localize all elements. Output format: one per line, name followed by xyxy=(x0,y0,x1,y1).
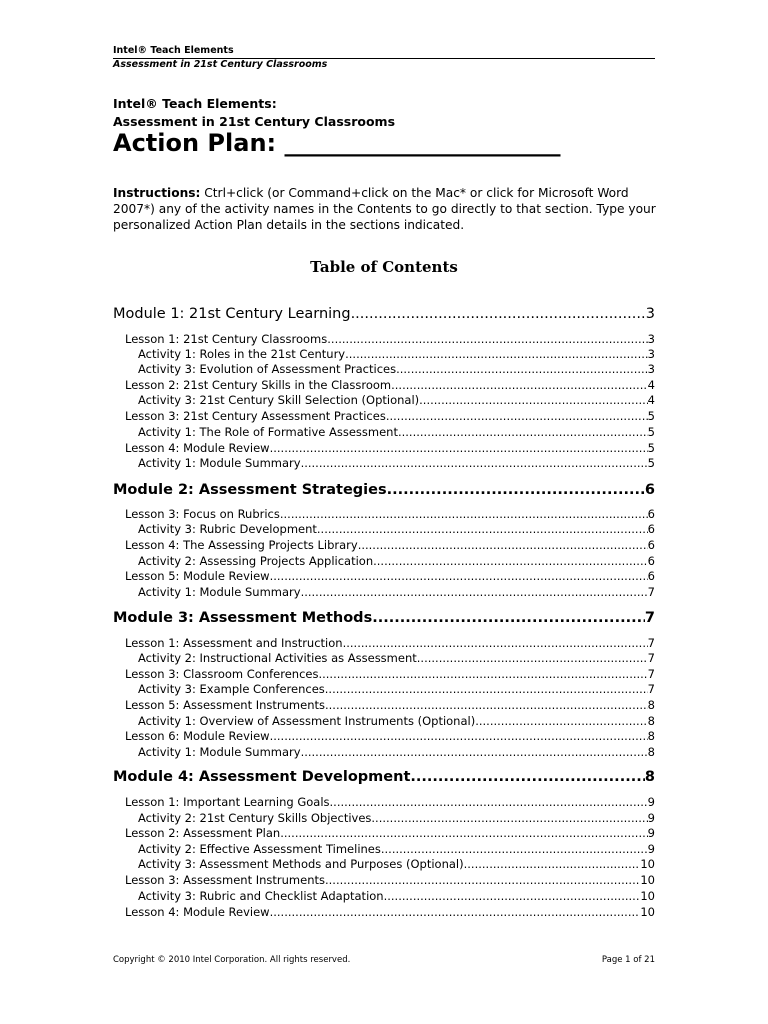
toc-dot-leader xyxy=(325,682,648,697)
toc-entry-label: Lesson 1: 21st Century Classrooms xyxy=(125,332,328,346)
toc-entry-page: 6 xyxy=(647,507,655,521)
toc-entry-page: 4 xyxy=(647,378,655,392)
toc-dot-leader xyxy=(410,768,645,786)
toc-entry-page: 6 xyxy=(644,482,655,498)
toc-entry-label: Activity 1: Module Summary xyxy=(138,456,301,470)
toc-entry-label: Lesson 5: Module Review xyxy=(125,569,270,583)
toc-dot-leader xyxy=(386,409,648,424)
toc-entry-label: Lesson 3: Assessment Instruments xyxy=(125,873,325,887)
toc-dot-leader xyxy=(301,745,648,760)
toc-entry-page: 8 xyxy=(647,698,655,712)
toc-entry-activity[interactable] xyxy=(138,745,655,760)
toc-dot-leader xyxy=(381,842,648,857)
toc-dot-leader xyxy=(270,441,648,456)
toc-entry-page: 8 xyxy=(647,745,655,759)
toc-dot-leader xyxy=(417,651,648,666)
toc-entry-page: 6 xyxy=(647,538,655,552)
toc-entry-page: 8 xyxy=(647,729,655,743)
toc-dot-leader xyxy=(398,425,648,440)
toc-entry-page: 7 xyxy=(647,651,655,665)
toc-entry-activity[interactable] xyxy=(138,811,655,826)
toc-entry-label: Lesson 4: Module Review xyxy=(125,905,270,919)
toc-entry-page: 4 xyxy=(647,393,655,407)
toc-entry-label: Lesson 3: Classroom Conferences xyxy=(125,667,319,681)
toc-entry-page: 5 xyxy=(647,456,655,470)
toc-entry-page: 3 xyxy=(647,332,655,346)
toc-dot-leader xyxy=(345,347,648,362)
toc-entry-label: Activity 2: Assessing Projects Application xyxy=(138,554,374,568)
toc-entry-page: 6 xyxy=(647,554,655,568)
toc-dot-leader xyxy=(301,585,648,600)
toc-entry-page: 6 xyxy=(647,569,655,583)
toc-entry-page: 10 xyxy=(640,905,655,919)
toc-entry-lesson[interactable] xyxy=(125,636,655,651)
toc-entry-label: Lesson 3: 21st Century Assessment Practices xyxy=(125,409,386,423)
toc-entry-label: Lesson 5: Assessment Instruments xyxy=(125,698,325,712)
toc-dot-leader xyxy=(317,522,648,537)
toc-entry-activity[interactable] xyxy=(138,522,655,537)
toc-dot-leader xyxy=(372,609,645,627)
toc-entry-page: 9 xyxy=(647,826,655,840)
toc-entry-page: 3 xyxy=(647,362,655,376)
toc-entry-activity[interactable] xyxy=(138,554,655,569)
toc-entry-label: Lesson 2: Assessment Plan xyxy=(125,826,281,840)
toc-entry-label: Activity 1: Roles in the 21st Century xyxy=(138,347,346,361)
toc-entry-activity[interactable] xyxy=(138,842,655,857)
toc-dot-leader xyxy=(280,507,648,522)
document-title-line2: Assessment in 21st Century Classrooms xyxy=(113,114,396,129)
toc-entry-label: Activity 3: Example Conferences xyxy=(138,682,325,696)
toc-entry-label: Activity 1: Module Summary xyxy=(138,585,301,599)
toc-entry-page: 9 xyxy=(647,811,655,825)
toc-dot-leader xyxy=(325,873,640,888)
toc-entry-page: 3 xyxy=(645,306,655,322)
toc-entry-lesson[interactable] xyxy=(125,507,655,522)
toc-entry-label: Module 4: Assessment Development xyxy=(113,769,411,785)
toc-entry-module[interactable] xyxy=(113,305,655,323)
instructions-paragraph xyxy=(113,185,658,233)
toc-entry-page: 10 xyxy=(640,889,655,903)
toc-entry-page: 7 xyxy=(647,585,655,599)
running-header-title: Intel® Teach Elements xyxy=(113,45,234,56)
toc-entry-label: Activity 2: Effective Assessment Timelines xyxy=(138,842,381,856)
toc-dot-leader xyxy=(351,305,646,323)
toc-dot-leader xyxy=(327,332,647,347)
toc-entry-label: Activity 3: Rubric Development xyxy=(138,522,317,536)
toc-entry-lesson[interactable] xyxy=(125,332,655,347)
toc-entry-activity[interactable] xyxy=(138,714,655,729)
toc-dot-leader xyxy=(330,795,648,810)
toc-dot-leader xyxy=(373,554,648,569)
toc-entry-label: Lesson 3: Focus on Rubrics xyxy=(125,507,280,521)
toc-entry-module[interactable] xyxy=(113,768,655,786)
toc-entry-activity[interactable] xyxy=(138,362,655,377)
toc-entry-activity[interactable] xyxy=(138,585,655,600)
toc-entry-label: Module 2: Assessment Strategies xyxy=(113,482,387,498)
footer-page-number: Page 1 of 21 xyxy=(601,955,655,965)
toc-dot-leader xyxy=(270,905,641,920)
toc-dot-leader xyxy=(301,456,648,471)
toc-entry-lesson[interactable] xyxy=(125,569,655,584)
toc-dot-leader xyxy=(384,889,641,904)
toc-entry-label: Activity 1: Module Summary xyxy=(138,745,301,759)
toc-entry-lesson[interactable] xyxy=(125,538,655,553)
toc-entry-label: Lesson 1: Assessment and Instruction xyxy=(125,636,343,650)
toc-entry-label: Activity 3: Evolution of Assessment Practices xyxy=(138,362,397,376)
toc-entry-page: 10 xyxy=(640,857,655,871)
instructions-label: Instructions: xyxy=(113,186,201,200)
toc-heading: Table of Contents xyxy=(310,258,458,276)
toc-dot-leader xyxy=(391,378,648,393)
toc-dot-leader xyxy=(387,481,645,499)
toc-entry-page: 7 xyxy=(647,682,655,696)
toc-entry-page: 7 xyxy=(647,667,655,681)
toc-entry-activity[interactable] xyxy=(138,682,655,697)
toc-entry-activity[interactable] xyxy=(138,857,655,872)
toc-entry-label: Activity 1: The Role of Formative Assessment xyxy=(138,425,398,439)
toc-entry-lesson[interactable] xyxy=(125,441,655,456)
toc-entry-activity[interactable] xyxy=(138,456,655,471)
toc-entry-label: Activity 3: Assessment Methods and Purposes (Optional) xyxy=(138,857,464,871)
toc-entry-module[interactable] xyxy=(113,609,655,627)
toc-dot-leader xyxy=(371,811,647,826)
toc-entry-page: 10 xyxy=(640,873,655,887)
toc-entry-page: 9 xyxy=(647,842,655,856)
toc-entry-activity[interactable] xyxy=(138,889,655,904)
toc-entry-page: 8 xyxy=(647,714,655,728)
toc-entry-lesson[interactable] xyxy=(125,905,655,920)
toc-entry-page: 5 xyxy=(647,409,655,423)
toc-entry-page: 5 xyxy=(647,425,655,439)
toc-entry-module[interactable] xyxy=(113,481,655,499)
toc-entry-label: Activity 2: Instructional Activities as Assessment xyxy=(138,651,417,665)
toc-entry-label: Lesson 4: Module Review xyxy=(125,441,270,455)
toc-entry-page: 9 xyxy=(647,795,655,809)
toc-entry-label: Module 1: 21st Century Learning xyxy=(113,306,351,322)
toc-entry-label: Module 3: Assessment Methods xyxy=(113,610,373,626)
toc-dot-leader xyxy=(270,729,648,744)
toc-entry-lesson[interactable] xyxy=(125,795,655,810)
toc-dot-leader xyxy=(419,393,648,408)
toc-entry-page: 5 xyxy=(647,441,655,455)
action-plan-heading: Action Plan: _______________________ xyxy=(113,129,561,157)
toc-dot-leader xyxy=(343,636,648,651)
toc-entry-activity[interactable] xyxy=(138,425,655,440)
toc-entry-activity[interactable] xyxy=(138,347,655,362)
toc-entry-lesson[interactable] xyxy=(125,729,655,744)
toc-entry-label: Activity 2: 21st Century Skills Objectives xyxy=(138,811,372,825)
toc-entry-page: 7 xyxy=(647,636,655,650)
toc-entry-lesson[interactable] xyxy=(125,378,655,393)
toc-entry-label: Lesson 4: The Assessing Projects Library xyxy=(125,538,358,552)
toc-dot-leader xyxy=(475,714,647,729)
toc-dot-leader xyxy=(358,538,648,553)
toc-entry-label: Activity 3: Rubric and Checklist Adaptation xyxy=(138,889,384,903)
toc-entry-lesson[interactable] xyxy=(125,698,655,713)
toc-entry-page: 8 xyxy=(644,769,655,785)
toc-dot-leader xyxy=(318,667,647,682)
toc-entry-label: Lesson 6: Module Review xyxy=(125,729,270,743)
toc-entry-activity[interactable] xyxy=(138,651,655,666)
toc-dot-leader xyxy=(280,826,647,841)
toc-entry-lesson[interactable] xyxy=(125,667,655,682)
toc-entry-page: 3 xyxy=(647,347,655,361)
instructions-text: Ctrl+click (or Command+click on the Mac* or click for Microsoft Word 2007*) any of the activity names in the Contents to go directly to that section. Type your personalized Action Plan details in the sections indicated. xyxy=(113,186,656,232)
toc-dot-leader xyxy=(270,569,648,584)
toc-entry-page: 7 xyxy=(644,610,655,626)
toc-entry-lesson[interactable] xyxy=(125,409,655,424)
toc-entry-activity[interactable] xyxy=(138,393,655,408)
toc-entry-lesson[interactable] xyxy=(125,826,655,841)
document-title-line1: Intel® Teach Elements: xyxy=(113,96,277,111)
toc-dot-leader xyxy=(325,698,648,713)
footer-copyright: Copyright © 2010 Intel Corporation. All rights reserved. xyxy=(113,955,351,965)
toc-entry-label: Activity 1: Overview of Assessment Instruments (Optional) xyxy=(138,714,476,728)
toc-dot-leader xyxy=(396,362,648,377)
toc-entry-lesson[interactable] xyxy=(125,873,655,888)
toc-dot-leader xyxy=(464,857,641,872)
toc-entry-label: Activity 3: 21st Century Skill Selection (Optional) xyxy=(138,393,420,407)
running-header-subtitle: Assessment in 21st Century Classrooms xyxy=(113,59,328,70)
toc-entry-label: Lesson 1: Important Learning Goals xyxy=(125,795,330,809)
toc-entry-label: Lesson 2: 21st Century Skills in the Classroom xyxy=(125,378,392,392)
toc-entry-page: 6 xyxy=(647,522,655,536)
